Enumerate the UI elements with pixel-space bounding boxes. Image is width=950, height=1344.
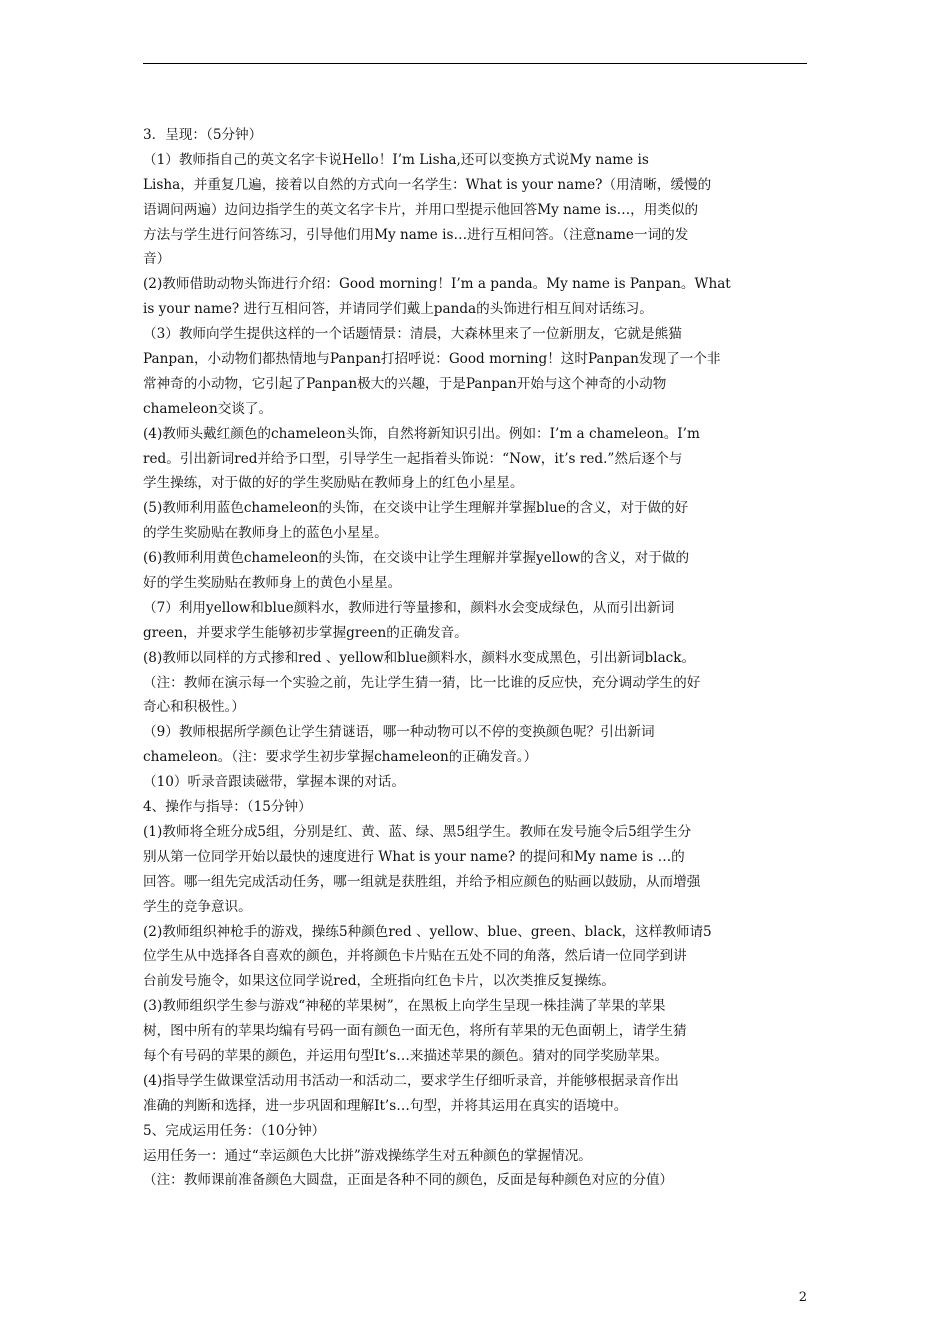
text-line: 每个有号码的苹果的颜色，并运用句型It’s…来描述苹果的颜色。猜对的同学奖励苹果。	[143, 1047, 669, 1064]
text-line: (5)教师利用蓝色chameleon的头饰，在交谈中让学生理解并掌握blue的含义，对于做的好	[143, 500, 689, 517]
text-line: 学生操练，对于做的好的学生奖励贴在教师身上的红色小星星。	[143, 475, 524, 492]
text-line: Panpan，小动物们都热情地与Panpan打招呼说：Good morning！这时Panpan发现了一个非	[143, 351, 721, 368]
text-line: is your name? 进行互相问答，并请同学们戴上panda的头饰进行相互间对话练习。	[143, 301, 653, 318]
text-line: chameleon交谈了。	[143, 400, 273, 417]
text-line: 4、操作与指导：（15分钟）	[143, 799, 312, 816]
document-body	[143, 123, 807, 1193]
text-line: 准确的判断和选择，进一步巩固和理解It’s…句型，并将其运用在真实的语境中。	[143, 1097, 628, 1114]
text-line: 音）	[143, 251, 171, 268]
text-line: 奇心和积极性。）	[143, 699, 245, 716]
text-line: (2)教师借助动物头饰进行介绍：Good morning！I’m a panda。My name is Panpan。What	[143, 276, 731, 293]
text-line: 方法与学生进行问答练习，引导他们用My name is…进行互相问答。（注意name一词的发	[143, 226, 689, 243]
text-line: 别从第一位同学开始以最快的速度进行 What is your name? 的提问和My name is …的	[143, 848, 685, 865]
text-line: 常神奇的小动物，它引起了Panpan极大的兴趣，于是Panpan开始与这个神奇的小动物	[143, 375, 667, 392]
text-line: 5、完成运用任务：（10分钟）	[143, 1122, 326, 1139]
text-line: （10）听录音跟读磁带，掌握本课的对话。	[143, 774, 405, 791]
text-line: 回答。哪一组先完成活动任务，哪一组就是获胜组，并给予相应颜色的贴画以鼓励，从而增强	[143, 873, 701, 890]
text-line: (6)教师利用黄色chameleon的头饰，在交谈中让学生理解并掌握yellow的含义，对于做的	[143, 550, 690, 567]
text-line: Lisha，并重复几遍，接着以自然的方式向一名学生：What is your name?（用清晰，缓慢的	[143, 176, 712, 193]
text-line: 3．呈现：（5分钟）	[143, 127, 263, 143]
page-number: 2	[798, 1290, 807, 1305]
text-line: 语调问两遍）边问边指学生的英文名字卡片，并用口型提示他回答My name is…，用类似的	[143, 201, 699, 218]
text-line: 位学生从中选择各自喜欢的颜色，并将颜色卡片贴在五处不同的角落，然后请一位同学到讲	[143, 948, 687, 965]
text-line: chameleon。（注：要求学生初步掌握chameleon的正确发音。）	[143, 749, 538, 766]
text-line: 树，图中所有的苹果均编有号码一面有颜色一面无色，将所有苹果的无色面朝上，请学生猜	[143, 1023, 687, 1040]
text-line: (4)教师头戴红颜色的chameleon头饰，自然将新知识引出。例如：I’m a chameleon。I’m	[143, 425, 700, 442]
text-line: （9）教师根据所学颜色让学生猜谜语，哪一种动物可以不停的变换颜色呢？引出新词	[143, 724, 655, 741]
text-line: 好的学生奖励贴在教师身上的黄色小星星。	[143, 575, 402, 592]
text-line: （注：教师课前准备颜色大圆盘，正面是各种不同的颜色，反面是每种颜色对应的分值）	[143, 1172, 674, 1189]
text-line: 学生的竞争意识。	[143, 898, 252, 915]
text-line: 台前发号施令，如果这位同学说red，全班指向红色卡片，以次类推反复操练。	[143, 973, 615, 990]
text-line: (2)教师组织神枪手的游戏，操练5种颜色red 、yellow、blue、green、black，这样教师请5	[143, 923, 712, 940]
text-line: （注：教师在演示每一个实验之前，先让学生猜一猜，比一比谁的反应快，充分调动学生的好	[143, 674, 701, 691]
text-line: （1）教师指自己的英文名字卡说Hello！I’m Lisha,还可以变换方式说My name is	[143, 151, 649, 168]
text-line: (1)教师将全班分成5组，分别是红、黄、蓝、绿、黑5组学生。教师在发号施令后5组学生分	[143, 823, 692, 840]
text-line: 运用任务一：通过“幸运颜色大比拼”游戏操练学生对五种颜色的掌握情况。	[143, 1147, 592, 1164]
text-line: （7）利用yellow和blue颜料水，教师进行等量掺和，颜料水会变成绿色，从而引出新词	[143, 599, 675, 616]
text-line: green，并要求学生能够初步掌握green的正确发音。	[143, 624, 468, 641]
header-rule	[143, 63, 807, 64]
text-line: 的学生奖励贴在教师身上的蓝色小星星。	[143, 525, 388, 542]
text-line: (4)指导学生做课堂活动用书活动一和活动二，要求学生仔细听录音，并能够根据录音作出	[143, 1072, 679, 1089]
text-line: (8)教师以同样的方式掺和red 、yellow和blue颜料水，颜料水变成黑色，引出新词black。	[143, 649, 696, 666]
text-line: red。引出新词red并给予口型，引导学生一起指着头饰说：“Now，it’s red.”然后逐个与	[143, 450, 683, 467]
text-line: (3)教师组织学生参与游戏“神秘的苹果树”，在黑板上向学生呈现一株挂满了苹果的苹果	[143, 998, 666, 1015]
text-line: （3）教师向学生提供这样的一个话题情景：清晨，大森林里来了一位新朋友，它就是熊猫	[143, 326, 682, 343]
